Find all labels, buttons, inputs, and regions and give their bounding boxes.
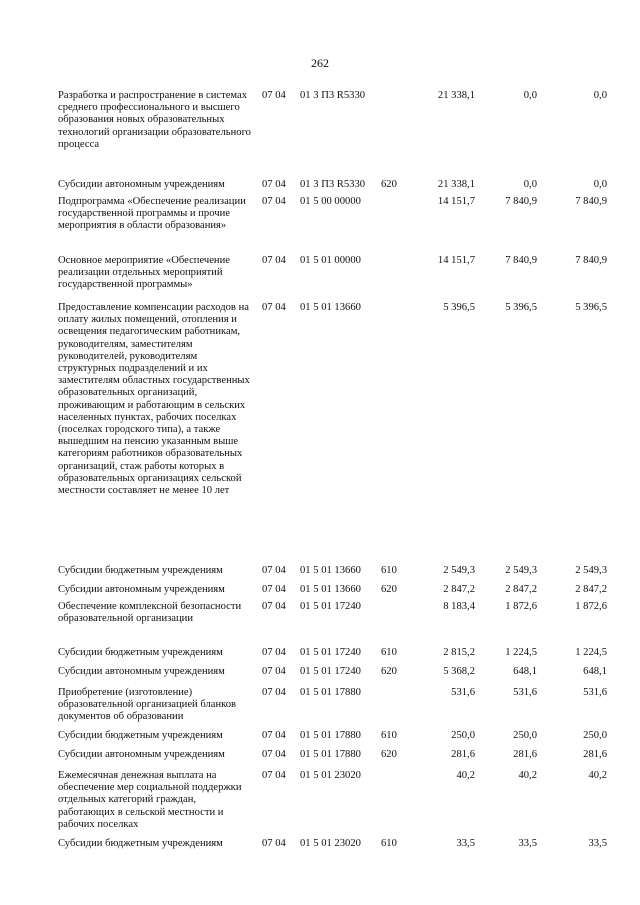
- row-value-2021: 1 872,6: [575, 601, 607, 612]
- row-name: Субсидии бюджетным учреждениям: [58, 647, 223, 658]
- row-target: 01 3 П3 R5330: [300, 90, 366, 101]
- row-target: 01 5 01 13660: [300, 565, 361, 576]
- row-name: Обеспечение комплексной безопасности образовательной организации: [58, 601, 242, 625]
- row-target: 01 5 01 13660: [300, 584, 361, 595]
- row-value-2019: 250,0: [451, 730, 475, 741]
- row-target: 01 5 01 17880: [300, 730, 361, 741]
- row-value-2019: 2 549,3: [443, 565, 475, 576]
- row-name: Приобретение (изготовление) образовательной организацией бланков документов об образовании: [58, 687, 237, 723]
- row-vr: 610: [381, 730, 397, 741]
- row-value-2019: 21 338,1: [437, 90, 475, 101]
- row-section: 07 04: [262, 90, 286, 101]
- row-value-2020: 5 396,5: [505, 302, 537, 313]
- row-target: 01 3 П3 R5330: [300, 179, 366, 190]
- row-name: Подпрограмма «Обеспечение реализации государственной программы и прочие мероприятия в области образования»: [58, 196, 246, 232]
- row-value-2019: 531,6: [451, 687, 475, 698]
- row-target: 01 5 01 17240: [300, 647, 361, 658]
- row-value-2020: 2 549,3: [505, 565, 537, 576]
- row-section: 07 04: [262, 730, 286, 741]
- row-value-2021: 0,0: [593, 90, 607, 101]
- row-target: 01 5 01 00000: [300, 255, 361, 266]
- row-section: 07 04: [262, 647, 286, 658]
- row-section: 07 04: [262, 255, 286, 266]
- row-value-2021: 2 847,2: [575, 584, 607, 595]
- row-value-2021: 0,0: [593, 179, 607, 190]
- row-target: 01 5 01 17880: [300, 749, 361, 760]
- row-value-2019: 40,2: [456, 770, 475, 781]
- row-value-2021: 7 840,9: [575, 255, 607, 266]
- row-value-2021: 7 840,9: [575, 196, 607, 207]
- row-value-2019: 2 815,2: [443, 647, 475, 658]
- row-name: Ежемесячная денежная выплата на обеспечение мер социальной поддержки отдельных категорий граждан, работающих в сельской местности и рабочих поселках: [58, 770, 242, 830]
- row-value-2021: 33,5: [588, 838, 607, 849]
- row-vr: 610: [381, 838, 397, 849]
- row-section: 07 04: [262, 601, 286, 612]
- row-vr: 610: [381, 565, 397, 576]
- row-value-2020: 2 847,2: [505, 584, 537, 595]
- row-name: Предоставление компенсации расходов на оплату жилых помещений, отопления и освещения педагогическим работникам, руководителям, заместителям руководителей, руководителям структурных подразделений и их заместителям областных государственных образовательных организаций, проживающим и работающим в сельских населенных пунктах, рабочих поселках (поселках городского типа), а также вышедшим на пенсию указанным выше категориям работников образовательных организаций, стаж работы которых в образовательных организациях сельской местности составляет не менее 10 лет: [58, 302, 250, 497]
- row-name: Субсидии автономным учреждениям: [58, 666, 225, 677]
- row-section: 07 04: [262, 770, 286, 781]
- row-name: Основное мероприятие «Обеспечение реализации отдельных мероприятий государственной программы»: [58, 255, 230, 291]
- row-value-2019: 33,5: [456, 838, 475, 849]
- row-target: 01 5 01 17240: [300, 601, 361, 612]
- row-value-2019: 281,6: [451, 749, 475, 760]
- row-name: Субсидии бюджетным учреждениям: [58, 565, 223, 576]
- row-value-2019: 14 151,7: [437, 255, 475, 266]
- row-name: Субсидии автономным учреждениям: [58, 584, 225, 595]
- row-value-2020: 648,1: [513, 666, 537, 677]
- row-value-2019: 8 183,4: [443, 601, 475, 612]
- row-target: 01 5 01 23020: [300, 770, 361, 781]
- row-value-2020: 33,5: [518, 838, 537, 849]
- row-target: 01 5 01 13660: [300, 302, 361, 313]
- page-number: 262: [311, 56, 329, 70]
- row-value-2019: 21 338,1: [437, 179, 475, 190]
- row-value-2021: 40,2: [588, 770, 607, 781]
- row-target: 01 5 01 23020: [300, 838, 361, 849]
- row-section: 07 04: [262, 749, 286, 760]
- row-target: 01 5 00 00000: [300, 196, 361, 207]
- row-section: 07 04: [262, 179, 286, 190]
- row-value-2019: 14 151,7: [437, 196, 475, 207]
- row-value-2020: 0,0: [523, 179, 537, 190]
- row-section: 07 04: [262, 584, 286, 595]
- row-section: 07 04: [262, 302, 286, 313]
- row-value-2021: 250,0: [583, 730, 607, 741]
- row-section: 07 04: [262, 838, 286, 849]
- row-vr: 620: [381, 179, 397, 190]
- row-value-2020: 531,6: [513, 687, 537, 698]
- row-vr: 620: [381, 749, 397, 760]
- row-value-2021: 531,6: [583, 687, 607, 698]
- row-value-2020: 7 840,9: [505, 196, 537, 207]
- row-value-2020: 0,0: [523, 90, 537, 101]
- row-section: 07 04: [262, 687, 286, 698]
- row-value-2020: 281,6: [513, 749, 537, 760]
- row-section: 07 04: [262, 666, 286, 677]
- row-value-2021: 648,1: [583, 666, 607, 677]
- row-target: 01 5 01 17880: [300, 687, 361, 698]
- row-value-2019: 5 368,2: [443, 666, 475, 677]
- row-name: Разработка и распространение в системах среднего профессионального и высшего образования новых образовательных технологий организации образовательного процесса: [58, 90, 251, 150]
- row-vr: 620: [381, 584, 397, 595]
- row-value-2020: 7 840,9: [505, 255, 537, 266]
- row-target: 01 5 01 17240: [300, 666, 361, 677]
- row-name: Субсидии бюджетным учреждениям: [58, 838, 223, 849]
- row-name: Субсидии автономным учреждениям: [58, 179, 225, 190]
- row-vr: 620: [381, 666, 397, 677]
- row-name: Субсидии автономным учреждениям: [58, 749, 225, 760]
- row-value-2020: 1 872,6: [505, 601, 537, 612]
- row-name: Субсидии бюджетным учреждениям: [58, 730, 223, 741]
- row-value-2020: 1 224,5: [505, 647, 537, 658]
- row-value-2020: 250,0: [513, 730, 537, 741]
- row-value-2019: 5 396,5: [443, 302, 475, 313]
- row-value-2019: 2 847,2: [443, 584, 475, 595]
- row-value-2020: 40,2: [518, 770, 537, 781]
- row-section: 07 04: [262, 196, 286, 207]
- row-value-2021: 5 396,5: [575, 302, 607, 313]
- row-value-2021: 281,6: [583, 749, 607, 760]
- row-section: 07 04: [262, 565, 286, 576]
- row-value-2021: 1 224,5: [575, 647, 607, 658]
- row-vr: 610: [381, 647, 397, 658]
- row-value-2021: 2 549,3: [575, 565, 607, 576]
